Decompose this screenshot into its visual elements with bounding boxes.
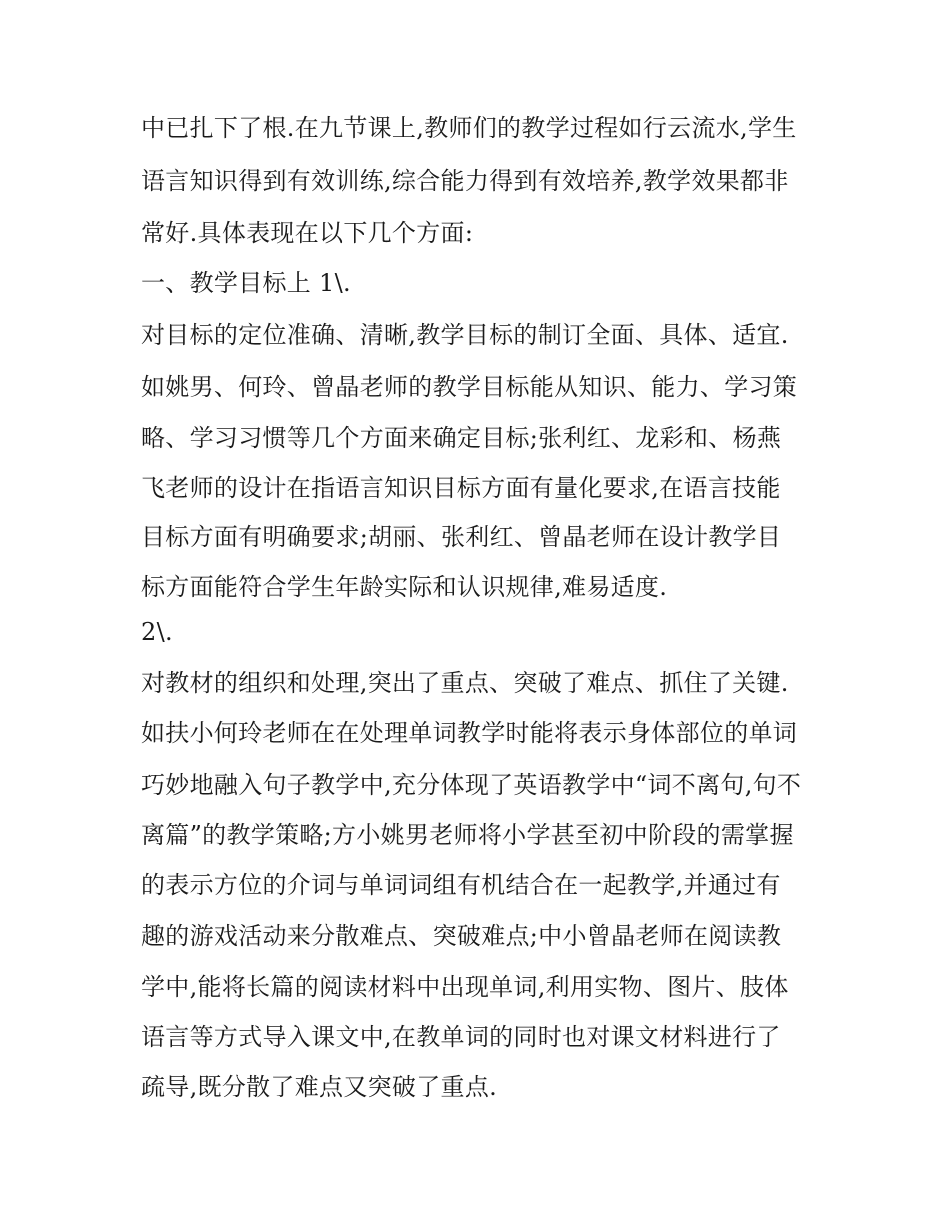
text-line: 的表示方位的介词与单词词组有机结合在一起教学,并通过有 [141,871,781,899]
item-number: 2\. [141,618,173,646]
text-line: 常好.具体表现在以下几个方面: [141,219,474,247]
text-line: 如扶小何玲老师在在处理单词教学时能将表示身体部位的单词 [141,719,798,747]
text-line: 如姚男、何玲、曾晶老师的教学目标能从知识、能力、学习策 [141,373,798,401]
text-line: 语言等方式导入课文中,在教单词的同时也对课文材料进行了 [141,1023,781,1051]
text-line: 目标方面有明确要求;胡丽、张利红、曾晶老师在设计教学目 [141,523,782,551]
text-line: 学中,能将长篇的阅读材料中出现单词,利用实物、图片、肢体 [141,973,789,1001]
text-line: 对教材的组织和处理,突出了重点、突破了难点、抓住了关键. [141,669,789,697]
text-line: 趣的游戏活动来分散难点、突破难点;中小曾晶老师在阅读教 [141,922,782,950]
text-line: 对目标的定位准确、清晰,教学目标的制订全面、具体、适宜. [141,321,789,349]
text-line: 疏导,既分散了难点又突破了重点. [141,1073,498,1101]
text-line: 语言知识得到有效训练,综合能力得到有效培养,教学效果都非 [141,167,789,195]
text-line: 离篇”的教学策略;方小姚男老师将小学甚至初中阶段的需掌握 [141,821,794,849]
section-heading: 一、教学目标上 1\. [141,269,351,297]
text-line: 巧妙地融入句子教学中,充分体现了英语教学中“词不离句,句不 [141,771,802,799]
text-line: 飞老师的设计在指语言知识目标方面有量化要求,在语言技能 [141,474,781,502]
text-line: 中已扎下了根.在九节课上,教师们的教学过程如行云流水,学生 [141,114,797,142]
text-line: 标方面能符合学生年龄实际和认识规律,难易适度. [141,573,668,601]
text-line: 略、学习习惯等几个方面来确定目标;张利红、龙彩和、杨燕 [141,424,782,452]
